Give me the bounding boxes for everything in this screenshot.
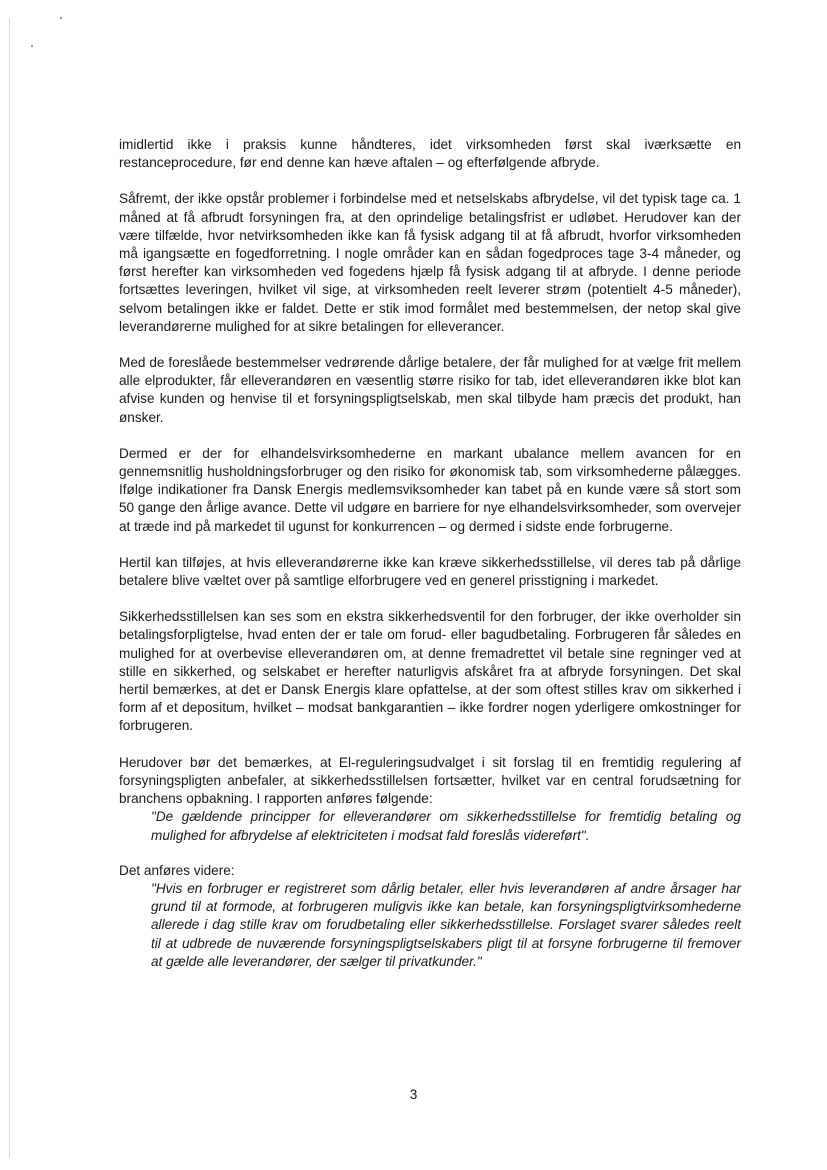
paragraph-2: Såfremt, der ikke opstår problemer i forbindelse med et netselskabs afbrydelse, vil det typisk tage ca. 1 måned at få afbrudt forsyningen fra, at den oprindelige betalingsfrist er udløbet. Herudover kan der være tilfælde, hvor netvirksomheden ikke kan få fysisk adgang til at få afbrudt, hvorfor virksomheden må igangsætte en fogedforretning. I nogle områder kan en sådan fogedproces tage 3-4 måneder, og først herefter kan virksomheden ved fogedens hjælp få fysisk adgang til at afbryde. I denne periode fortsættes leveringen, hvilket vil sige, at virksomheden reelt leverer strøm (potentielt 4-5 måneder), selvom betalingen ikke er faldet. Dette er stik imod formålet med bestemmelsen, der netop skal give leverandørerne mulighed for at sikre betalingen for elleverancer.: [119, 191, 741, 334]
lead-in-2: Det anføres videre:: [119, 862, 235, 878]
body-text: [119, 136, 741, 971]
paragraph-5: Hertil kan tilføjes, at hvis elleverandørerne ikke kan kræve sikkerhedsstillelse, vil deres tab på dårlige betalere blive væltet over på samtlige elforbrugere ved en generel prisstigning i markedet.: [119, 554, 741, 589]
paragraph-6: Sikkerhedsstillelsen kan ses som en ekstra sikkerhedsventil for den forbruger, der ikke overholder sin betalingsforpligtelse, hvad enten der er tale om forud- eller bagudbetaling. Forbrugeren får således en mulighed for at overbevise elleverandøren om, at denne fremadrettet vil betale sine regninger ved at stille en sikkerhed, og selskabet er herefter naturligvis afskåret fra at afbryde forsyningen. Det skal hertil bemærkes, at det er Dansk Energis klare opfattelse, at der som oftest stilles krav om sikkerhed i form af et depositum, hvilket – modsat bankgarantien – ikke fordrer nogen yderligere omkostninger for forbrugeren.: [119, 609, 741, 734]
paragraph-7: Herudover bør det bemærkes, at El-reguleringsudvalget i sit forslag til en fremtidig regulering af forsyningspligten anbefaler, at sikkerhedsstillelsen fortsætter, hvilket var en central forudsætning for branchens opbakning. I rapporten anføres følgende:: [119, 754, 741, 807]
page-number: 3: [409, 1087, 418, 1102]
paragraph-3: Med de foreslåede bestemmelser vedrørende dårlige betalere, der får mulighed for at vælge frit mellem alle elprodukter, får elleverandøren en væsentlig større risiko for tab, idet elleverandøren ikke blot kan afvise kunden og henvise til et forsyningspligtselskab, men skal tilbyde ham præcis det produkt, han ønsker.: [119, 355, 741, 425]
scan-edge: [9, 18, 10, 1158]
scan-speck: [60, 17, 62, 19]
quote-2: "Hvis en forbruger er registreret som dårlig betaler, eller hvis leverandøren af andre årsager har grund til at formode, at forbrugeren muligvis ikke kan betale, kan forsyningspligtvirksomhederne allerede i dag stille krav om forudbetaling eller sikkerhedsstillelse. Forslaget svarer således reelt til at udbrede de nuværende forsyningspligtselskabers pligt til at forsyne forbrugerne til fremover at gælde alle leverandører, der sælger til privatkunder.": [151, 880, 741, 969]
paragraph-1: imidlertid ikke i praksis kunne håndteres, idet virksomheden først skal iværksætte en restanceprocedure, før end denne kan hæve aftalen – og efterfølgende afbryde.: [119, 137, 741, 171]
scan-speck: [31, 45, 33, 47]
quote-1: "De gældende principper for elleverandører om sikkerhedsstillelse for fremtidig betaling og mulighed for afbrydelse af elektriciteten i modsat fald foreslås videreført".: [151, 809, 741, 843]
paragraph-4: Dermed er der for elhandelsvirksomhederne en markant ubalance mellem avancen for en gennemsnitlig husholdningsforbruger og den risiko for økonomisk tab, som virksomhederne pålægges. Ifølge indikationer fra Dansk Energis medlemsviksomheder kan tabet på en kunde være så stort som 50 gange den årlige avance. Dette vil udgøre en barriere for nye elhandelsvirksomheder, som overvejer at træde ind på markedet til ugunst for konkurrencen – og dermed i sidste ende forbrugerne.: [119, 445, 741, 534]
